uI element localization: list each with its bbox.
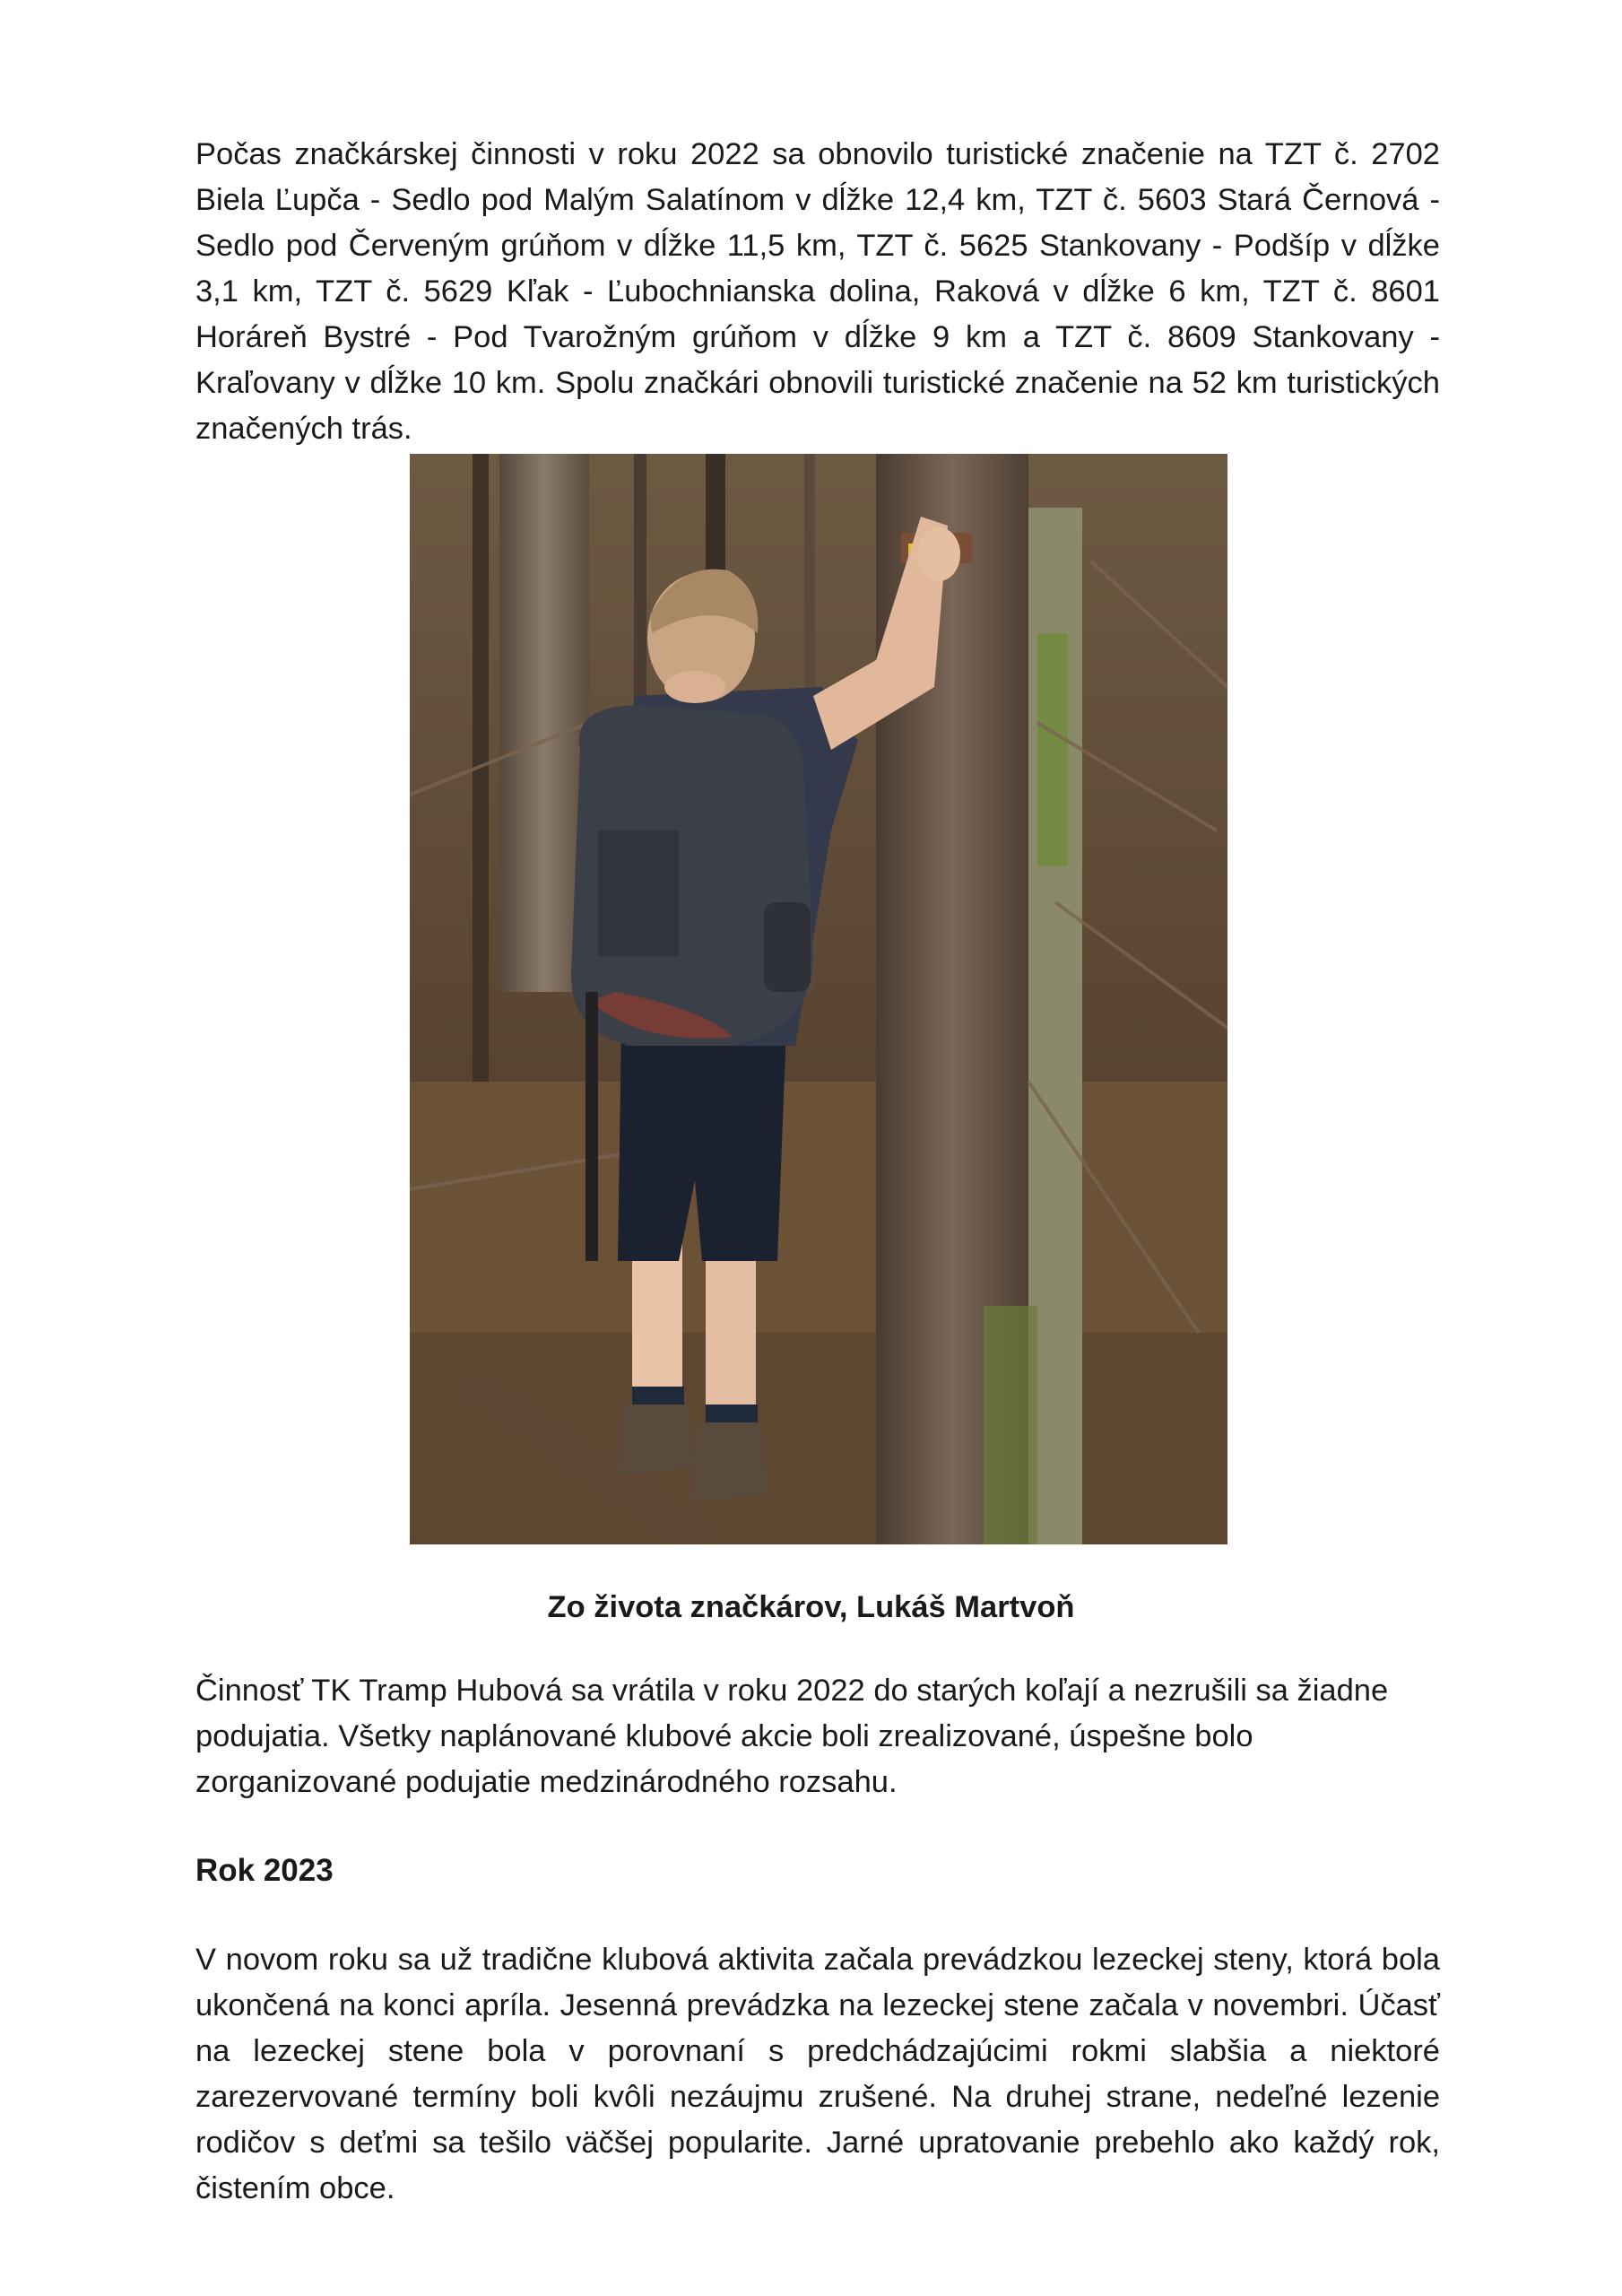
- figure-caption: Zo života značkárov, Lukáš Martvoň: [547, 1590, 1075, 1624]
- paragraph-trail-marking: Počas značkárskej činnosti v roku 2022 sa obnovilo turistické značenie na TZT č. 2702 Biela Ľupča - Sedlo pod Malým Salatínom v dĺžke 12,4 km, TZT č. 5603 Stará Černová - Sedlo pod Červeným grúňom v dĺžke 11,5 km, TZT č. 5625 Stankovany - Podšíp v dĺžke 3,1 km, TZT č. 5629 Kľak - Ľubochnianska dolina, Raková v dĺžke 6 km, TZT č. 8601 Horáreň Bystré - Pod Tvarožným grúňom v dĺžke 9 km a TZT č. 8609 Stankovany - Kraľovany v dĺžke 10 km. Spolu značkári obnovili turistické značenie na 52 km turistických značených trás.: [195, 137, 1440, 446]
- section-heading-rok-2023: Rok 2023: [195, 1853, 334, 1888]
- paragraph-2023: V novom roku sa už tradične klubová aktivita začala prevádzkou lezeckej steny, ktorá bola ukončená na konci apríla. Jesenná prevádzka na lezeckej stene začala v novembri. Účasť na lezeckej stene bola v porovnaní s predchádzajúcimi rokmi slabšia a niektoré zarezervované termíny boli kvôli nezáujmu zrušené. Na druhej strane, nedeľné lezenie rodičov s deťmi sa tešilo väčšej popularite. Jarné upratovanie prebehlo ako každý rok, čistením obce.: [195, 1943, 1440, 2205]
- photo-trail-marker: [410, 454, 1227, 1544]
- paragraph-club-activity: Činnosť TK Tramp Hubová sa vrátila v roku 2022 do starých koľají a nezrušili sa žiadne podujatia. Všetky naplánované klubové akcie boli zrealizované, úspešne bolo zorganizované podujatie medzinárodného rozsahu.: [195, 1674, 1389, 1799]
